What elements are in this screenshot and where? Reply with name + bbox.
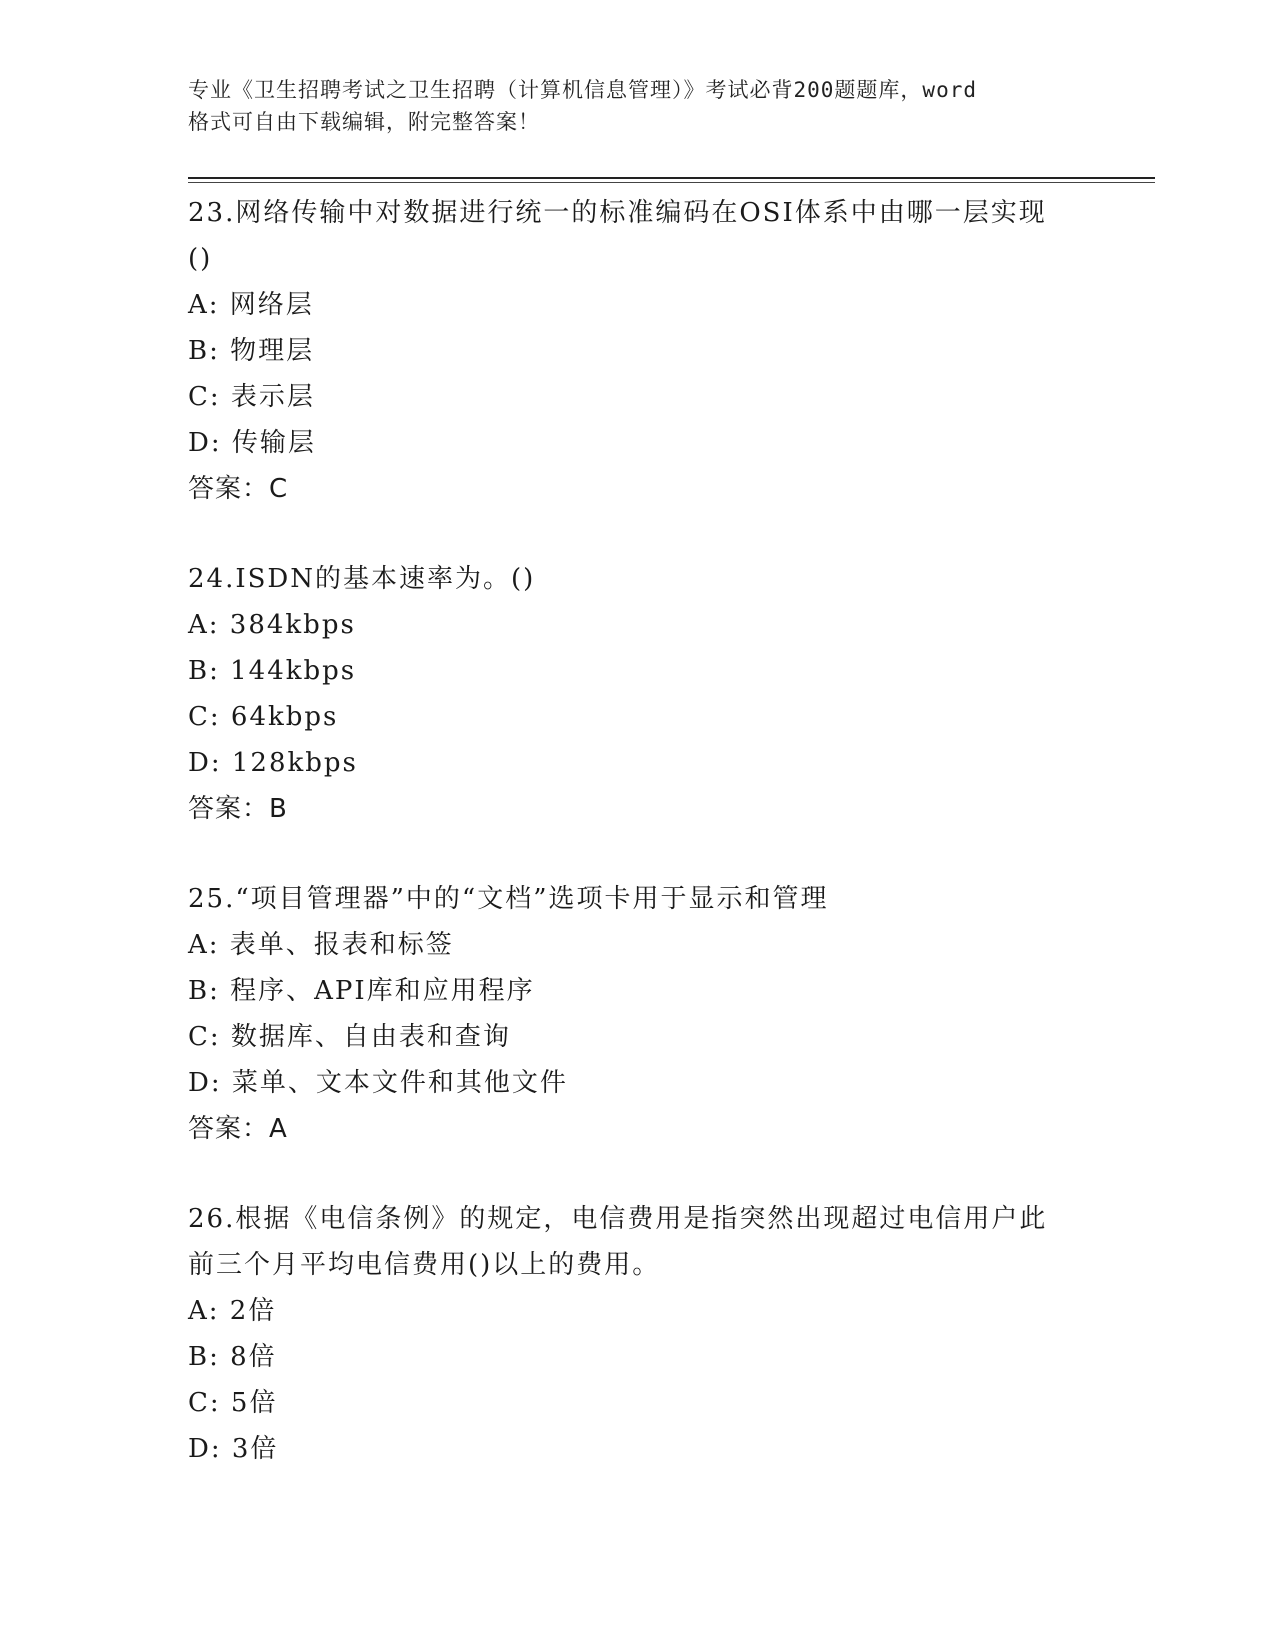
question-text-line: 前三个月平均电信费用()以上的费用。 [188,1250,661,1280]
option-b: B: 程序、API库和应用程序 [188,976,535,1006]
header-divider-thick [188,177,1155,179]
answer-line: 答案：A [188,1114,288,1144]
option-a: A: 2倍 [188,1296,277,1326]
question-24 [188,556,1088,832]
option-c: C: 数据库、自由表和查询 [188,1022,511,1052]
question-spacer [188,832,1088,876]
question-text-line: () [188,244,213,274]
option-d: D: 3倍 [188,1434,279,1464]
option-a: A: 表单、报表和标签 [188,930,454,960]
option-b: B: 物理层 [188,336,315,366]
document-header [188,74,1088,138]
option-d: D: 传输层 [188,428,316,458]
answer-line: 答案：C [188,474,289,504]
question-26 [188,1196,1088,1472]
question-text-line: 23.网络传输中对数据进行统一的标准编码在OSI体系中由哪一层实现 [188,198,1047,228]
answer-line: 答案：B [188,794,288,824]
option-c: C: 5倍 [188,1388,278,1418]
question-text-line: 24.ISDN的基本速率为。() [188,564,536,594]
question-25 [188,876,1088,1152]
header-divider-thin [188,182,1155,183]
option-d: D: 128kbps [188,748,358,778]
option-a: A: 384kbps [188,610,356,640]
option-c: C: 表示层 [188,382,315,412]
question-list [188,190,1088,1472]
option-a: A: 网络层 [188,290,314,320]
question-spacer [188,1152,1088,1196]
question-23 [188,190,1088,512]
header-line-2: 格式可自由下载编辑，附完整答案！ [188,110,540,134]
option-b: B: 144kbps [188,656,357,686]
question-text-line: 25.“项目管理器”中的“文档”选项卡用于显示和管理 [188,884,829,914]
option-d: D: 菜单、文本文件和其他文件 [188,1068,568,1098]
question-spacer [188,512,1088,556]
option-b: B: 8倍 [188,1342,277,1372]
header-line-1: 专业《卫生招聘考试之卫生招聘（计算机信息管理）》考试必背200题题库，word [188,78,977,102]
question-text-line: 26.根据《电信条例》的规定，电信费用是指突然出现超过电信用户此 [188,1204,1048,1234]
option-c: C: 64kbps [188,702,339,732]
